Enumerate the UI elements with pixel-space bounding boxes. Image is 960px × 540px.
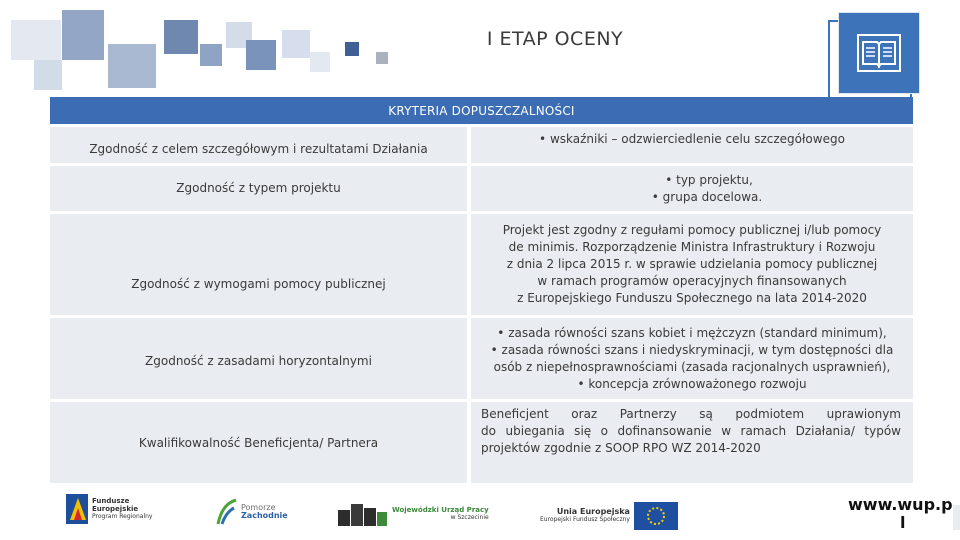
description-cell: • zasada równości szans kobiet i mężczyzn (standard minimum), • zasada równości szans i niedyskryminacji, w tym dostępności dla osób z niepełnosprawnościami (zasada racjonalnych usprawnień), • koncepcja zrównoważonego rozwoju bbox=[471, 318, 913, 399]
criterion-cell: Kwalifikowalność Beneficjenta/ Partnera bbox=[50, 402, 467, 483]
description-cell: • typ projektu, • grupa docelowa. bbox=[471, 166, 913, 211]
table-row bbox=[50, 214, 913, 315]
criterion-cell: Zgodność z celem szczegółowym i rezultatami Działania bbox=[50, 127, 467, 163]
unia-europejska-logo: Unia Europejska Europejski Fundusz Społeczny bbox=[540, 502, 678, 530]
pomorze-zachodnie-logo: Pomorze Zachodnie bbox=[216, 498, 288, 526]
criterion-cell: Zgodność z typem projektu bbox=[50, 166, 467, 211]
criterion-cell: Zgodność z wymogami pomocy publicznej bbox=[50, 214, 467, 315]
wup-logo: Wojewódzki Urząd Pracy w Szczecinie bbox=[338, 500, 489, 528]
description-cell: • wskaźniki – odzwierciedlenie celu szczegółowego bbox=[471, 127, 913, 163]
book-icon bbox=[838, 12, 920, 94]
table-row bbox=[50, 318, 913, 399]
wup-emblem-icon bbox=[338, 500, 388, 528]
criterion-cell: Zgodność z zasadami horyzontalnymi bbox=[50, 318, 467, 399]
description-cell: Beneficjent oraz Partnerzy są podmiotem uprawionym do ubiegania się o dofinansowanie w ramach Działania/ typów projektów zgodnie z SOOP RPO WZ 2014-2020 bbox=[471, 402, 913, 483]
table-row bbox=[50, 127, 913, 163]
description-cell: Projekt jest zgodny z regułami pomocy publicznej i/lub pomocy de minimis. Rozporządzenie Ministra Infrastruktury i Rozwoju z dnia 2 lipca 2015 r. w sprawie udzielania pomocy publicznej w ramach programów operacyjnych finansowanych z Europejskiego Funduszu Społecznego na lata 2014-2020 bbox=[471, 214, 913, 315]
fe-emblem-icon bbox=[66, 494, 88, 524]
table-row bbox=[50, 166, 913, 211]
footer-logos bbox=[0, 492, 960, 540]
table-row bbox=[50, 402, 913, 483]
table-heading: KRYTERIA DOPUSZCZALNOŚCI bbox=[50, 97, 913, 124]
page-title: I ETAP OCENY bbox=[486, 28, 624, 50]
criteria-table bbox=[50, 97, 913, 483]
website-url[interactable]: www.wup.p l bbox=[848, 495, 953, 532]
fundusze-europejskie-logo: Fundusze Europejskie Program Regionalny bbox=[66, 494, 152, 524]
pz-emblem-icon bbox=[216, 498, 238, 526]
eu-flag-icon bbox=[634, 502, 678, 530]
